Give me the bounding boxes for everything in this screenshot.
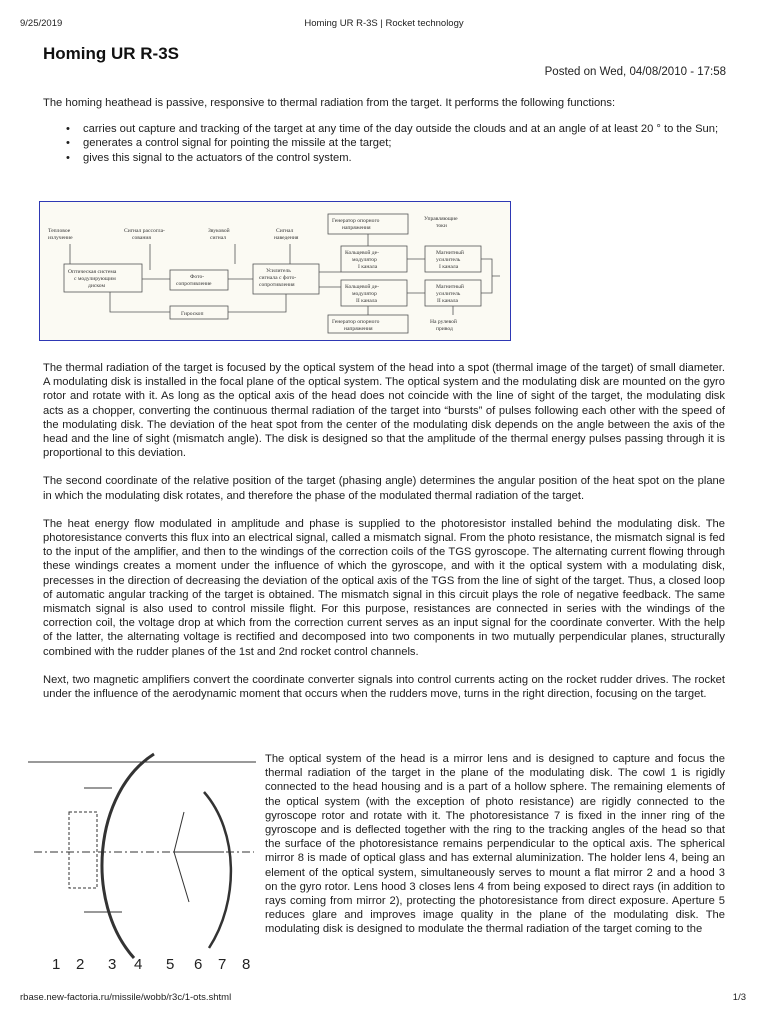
figure-number: 3 xyxy=(108,956,117,973)
label-photoresistance: Фото-сопротивление xyxy=(176,274,212,287)
figure-number: 2 xyxy=(76,956,85,973)
label-thermal-radiation: Тепловое излучение xyxy=(48,228,73,241)
article-title: Homing UR R-3S xyxy=(43,44,179,63)
block-diagram-svg xyxy=(40,202,510,340)
label-rudder-drive: На рулевой привод xyxy=(430,319,457,332)
page-number: 1/3 xyxy=(732,992,746,1003)
intro-block xyxy=(43,96,725,165)
label-ref-gen-top: Генератор опорного напряжения xyxy=(332,218,380,231)
paragraph: The thermal radiation of the target is focused by the optical system of the head into a spot (thermal image of the target) of small diameter. A modulating disk is installed in the focal plane of the optical system. The optical system and the modulating disk are mounted on the gyro rotor and rotate with it. As long as the optical axis of the head does not coincide with the line of sight of the target, the modulating disk acts as a chopper, converting the continuous thermal radiation of the target into “bursts” of pulses following each other with the speed of the modulating disk. The deviation of the heat spot from the center of the modulating disk depends on the angle between the axis of the head and the line of sight (mismatch angle). The disk is designed so that the amplitude of the thermal energy pulses passing through it is proportional to this deviation. xyxy=(43,362,725,460)
print-date: 9/25/2019 xyxy=(20,18,63,29)
figure-number: 5 xyxy=(166,956,175,973)
label-demod-2: Кольцевой де-модулятор II канала xyxy=(345,284,379,304)
paragraph: Next, two magnetic amplifiers convert the coordinate converter signals into control currents acting on the rocket rudder drives. The rocket under the influence of the aerodynamic moment that occurs when the rudders move, turns in the right direction, focusing on the target. xyxy=(43,673,725,701)
figure-number: 6 xyxy=(194,956,203,973)
print-url: rbase.new-factoria.ru/missile/wobb/r3c/1-ots.shtml xyxy=(20,992,232,1003)
figure-number: 7 xyxy=(218,956,227,973)
label-optical-system: Оптическая система с модулирующим диском xyxy=(68,269,117,289)
posted-date: Posted on Wed, 04/08/2010 - 17:58 xyxy=(544,66,726,78)
label-sound-signal: Звуковой сигнал xyxy=(208,228,230,241)
label-mag-amp-2: Магнитный усилитель II канала xyxy=(436,284,464,304)
optical-system-figure xyxy=(24,752,260,974)
block-diagram xyxy=(39,201,511,341)
print-tab-title: Homing UR R-3S | Rocket technology xyxy=(304,18,464,29)
label-gyroscope: Гироскоп xyxy=(181,311,204,317)
label-mismatch-signal: Сигнал рассогла-сования xyxy=(124,228,165,241)
figure-number: 4 xyxy=(134,956,143,973)
paragraph: The second coordinate of the relative position of the target (phasing angle) determines the angular position of the heat spot on the plane in which the modulating disk rotates, and therefore the phase of the modulated thermal radiation of the target. xyxy=(43,475,725,502)
optical-system-drawing xyxy=(24,752,260,974)
main-text xyxy=(43,361,725,701)
list-item: • carries out capture and tracking of the target at any time of the day outside the clouds and at an angle of at least 20 ° to the Sun; xyxy=(83,122,725,136)
label-guidance-signal: Сигнал наведения xyxy=(274,228,299,241)
figure-number: 8 xyxy=(242,956,251,973)
paragraph: The heat energy flow modulated in amplitude and phase is supplied to the photoresistor installed behind the modulating disk. The photoresistance converts this flux into an electrical signal, called a mismatch signal. From the photo resistance, the mismatch signal is fed to the input of the amplifier, and then to the windings of the correction coils of the TGS gyroscope. The alternating current flowing through these windings creates a moment under the influence of which the gyroscope, and with it the optical system with a modulating disk, precesses in the direction of decreasing the deviation of the optical axis of the TGS from the line of sight of the target. Thus, a closed loop of automatic angular tracking of the target is obtained. The mismatch signal in this circuit plays the role of negative feedback. The same mismatch signal is also used to control missile flight. For this purpose, resistances are connected in series with the windings of the correction coil, the voltage drop at which from the correction current serves as an input signal for the coordinate converter. With the help of the latter, the alternating voltage is rectified and decomposed into two components in two mutually perpendicular planes, structurally combined with the rudder planes of the 1st and 2nd rocket control channels. xyxy=(43,517,725,658)
intro-paragraph: The homing heathead is passive, responsive to thermal radiation from the target. It performs the following functions: xyxy=(43,97,616,109)
label-control-currents: Управляющие токи xyxy=(424,216,458,229)
label-ref-gen-bottom: Генератор опорного напряжения xyxy=(332,319,380,332)
label-demod-1: Кольцевой де-модулятор I канала xyxy=(345,250,379,270)
functions-list xyxy=(43,122,725,165)
list-item: • generates a control signal for pointing the missile at the target; xyxy=(83,136,725,150)
box-ref-gen-top xyxy=(328,214,408,234)
side-paragraph: The optical system of the head is a mirror lens and is designed to capture and focus the thermal radiation of the target in the plane of the modulating disk. The cowl 1 is rigidly connected to the head housing and is a part of a hollow sphere. The remaining elements of the optical system (with the exception of photo resistance) are rigidly connected to the gyroscope rotor and rotate with it. The photoresistance 7 is fixed in the inner ring of the gyroscope and is deflected together with the ring to the tracking angles of the head so that the surface of the photoresistance remains perpendicular to the optical axis. The spherical mirror 8 is made of optical glass and has external aluminization. The holder lens 4, being an element of the optical system, simultaneously serves to mount a flat mirror 2 and a hood 3 on the gyro rotor. Lens hood 3 closes lens 4 from being exposed to direct rays (in addition to rays coming from mirror 2), protecting the photoresistance from direct exposure. Aperture 5 reduces glare and improves image quality in the plane of the modulating disk. The modulating disk is designed to modulate the thermal radiation of the target coming to the xyxy=(265,753,725,936)
figure-number: 1 xyxy=(52,956,61,973)
box-photoresistance xyxy=(170,270,228,290)
list-item: • gives this signal to the actuators of the control system. xyxy=(83,151,725,165)
label-amplifier: Усилитель сигнала с фото-сопротивления xyxy=(259,268,297,288)
label-mag-amp-1: Магнитный усилитель I канала xyxy=(436,250,464,270)
